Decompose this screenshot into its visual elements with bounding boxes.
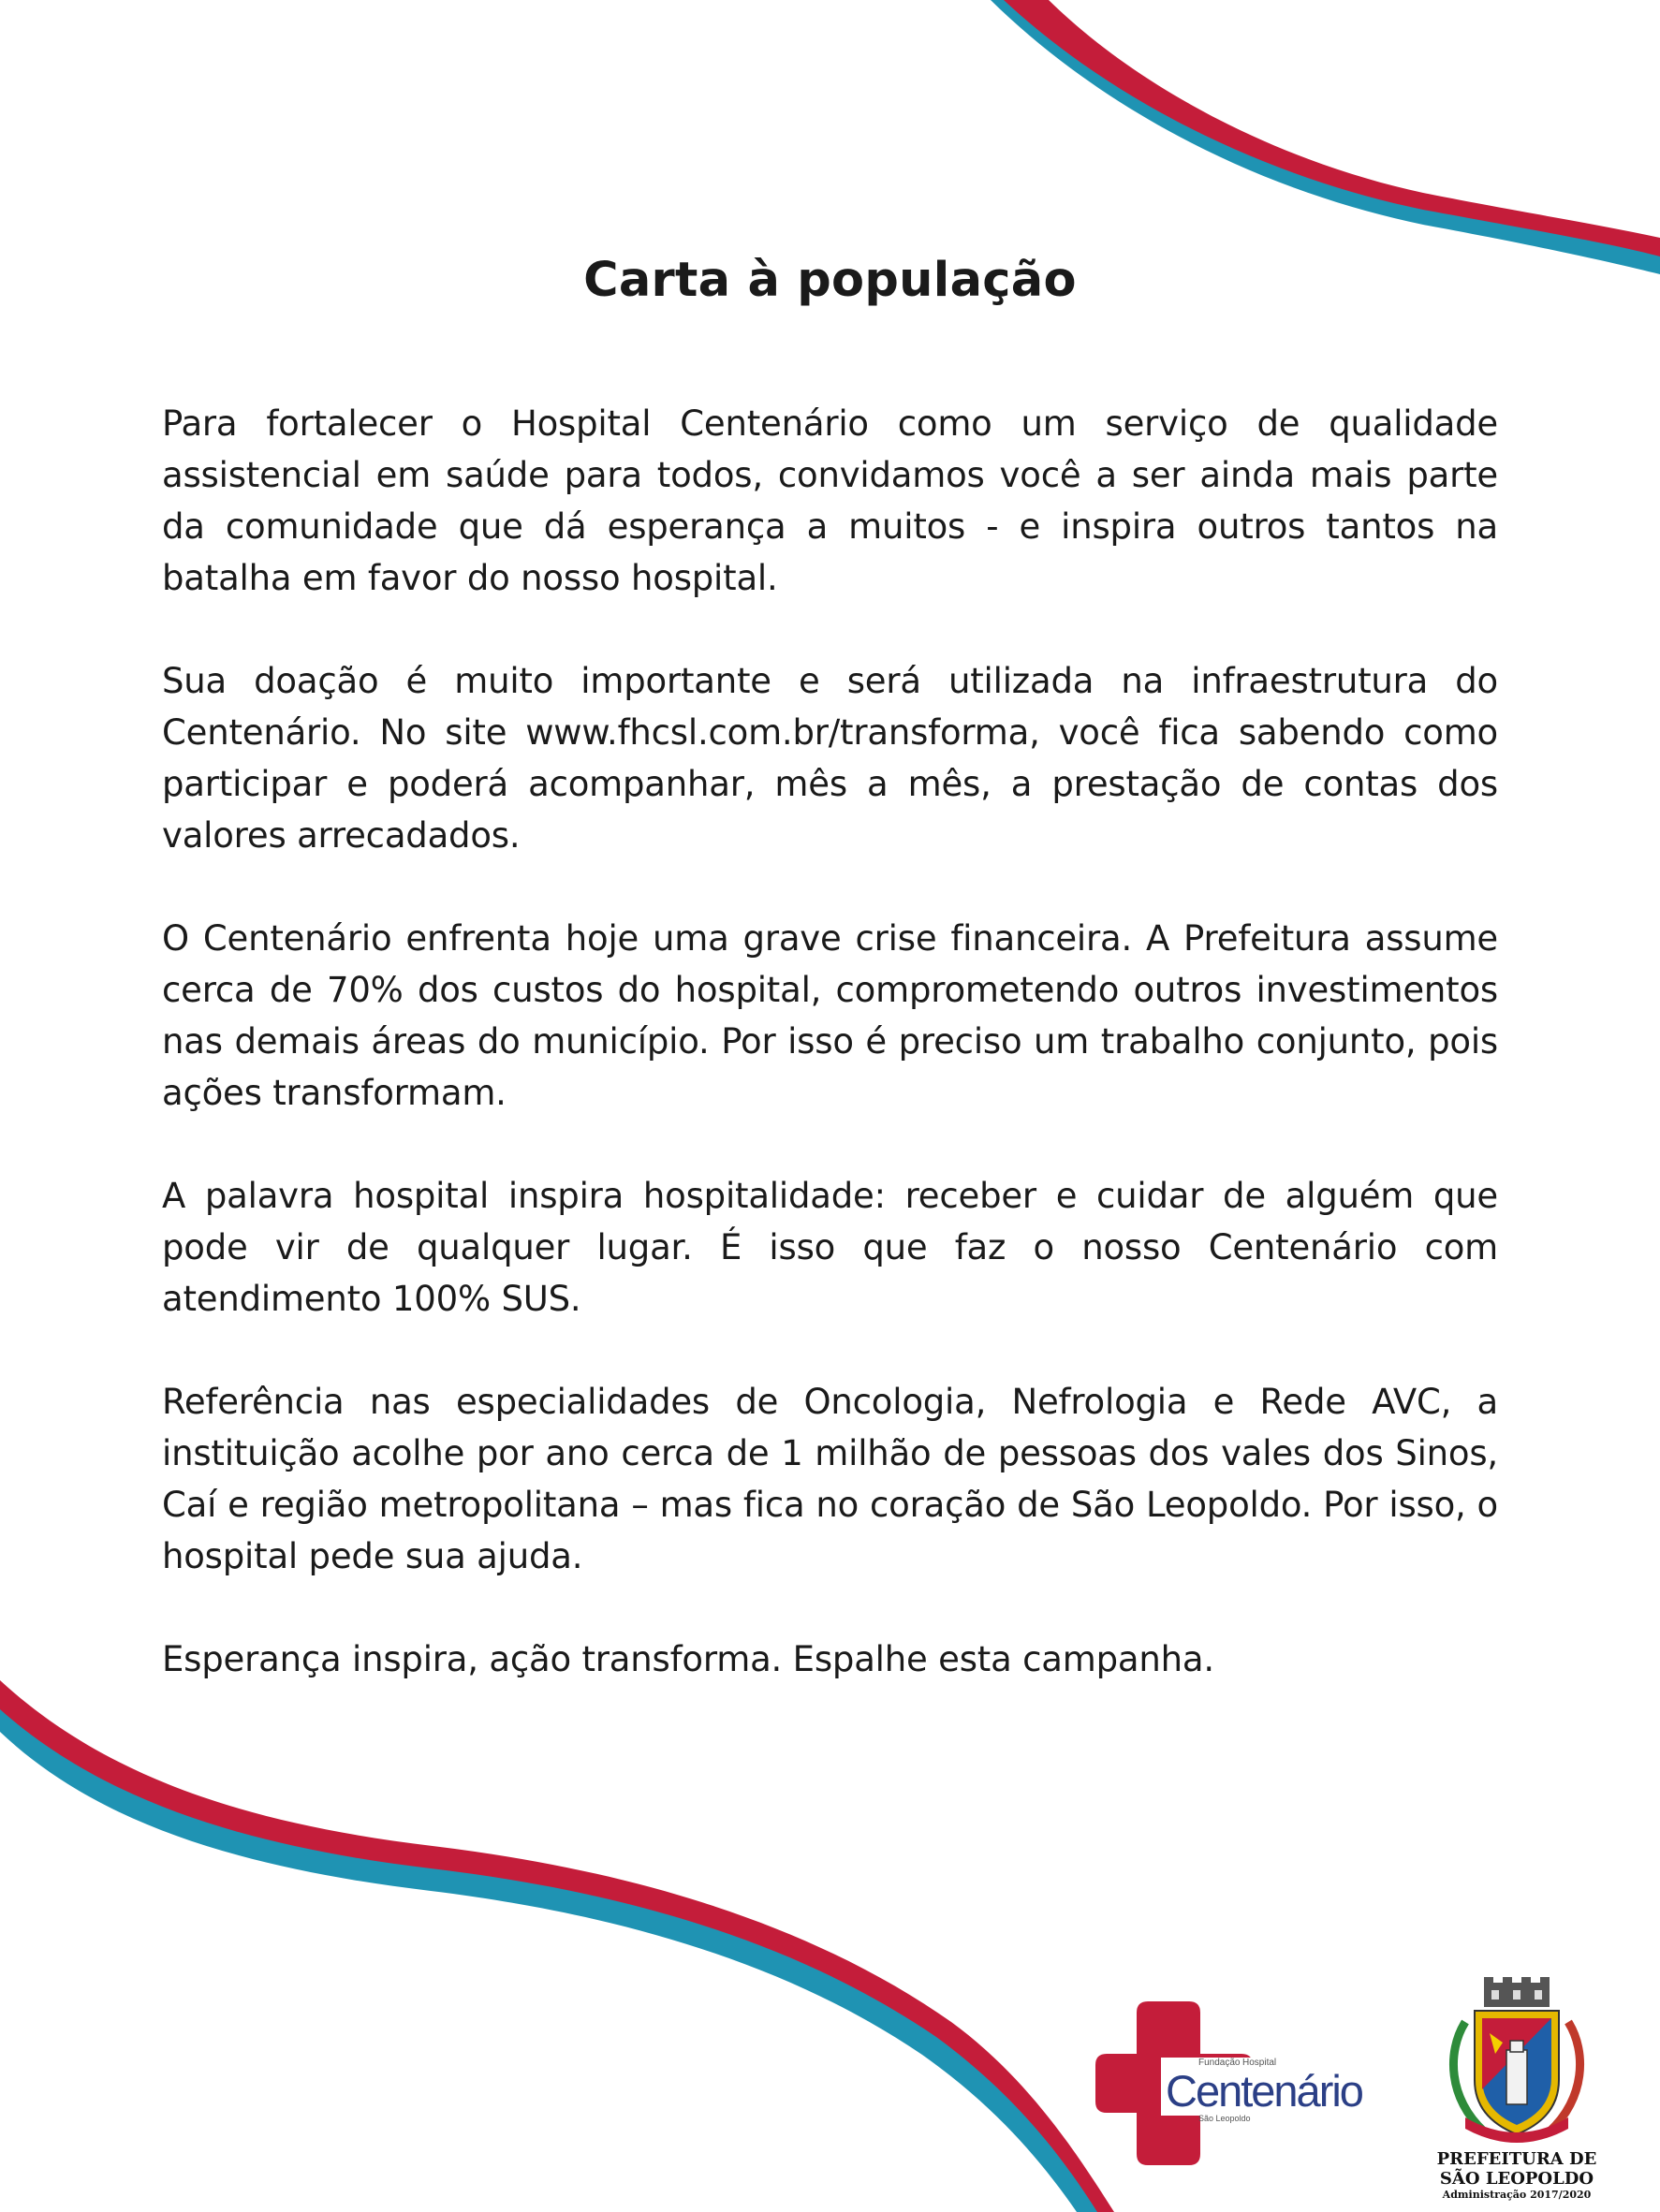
logo-hospital: Hospital xyxy=(1242,2058,1277,2068)
prefeitura-line2: SÃO LEOPOLDO xyxy=(1439,2169,1594,2189)
prefeitura-logo xyxy=(1428,1977,1606,2202)
bottom-swoosh-red xyxy=(0,1680,1114,2212)
logo-centenario-name: Centenário xyxy=(1166,2066,1362,2116)
letter-paragraph: Referência nas especialidades de Oncologia, Nefrologia e Rede AVC, a instituição acolhe por ano cerca de 1 milhão de pessoas dos vales dos Sinos, Caí e região metropolitana – mas fica no coração de São Leopoldo. Por isso, o hospital pede sua ajuda. xyxy=(162,1382,1498,1576)
letter-title: Carta à população xyxy=(583,253,1077,308)
letter-paragraph: Para fortalecer o Hospital Centenário como um serviço de qualidade assistencial em saúde para todos, convidamos você a ser ainda mais parte da comunidade que dá esperança a muitos - e inspira outros tantos na batalha em favor do nosso hospital. xyxy=(162,403,1498,598)
logo-sao-leopoldo: São Leopoldo xyxy=(1198,2114,1251,2123)
prefeitura-line3: Administração 2017/2020 xyxy=(1442,2189,1592,2201)
letter-paragraph: A palavra hospital inspira hospitalidade: receber e cuidar de alguém que pode vir de qualquer lugar. É isso que faz o nosso Centenário com atendimento 100% SUS. xyxy=(162,1176,1498,1319)
logo-fundacao: Fundação xyxy=(1198,2058,1241,2068)
prefeitura-line1: PREFEITURA DE xyxy=(1436,2149,1597,2169)
centenario-logo xyxy=(1095,2001,1381,2165)
letter xyxy=(162,253,1498,1736)
city-crest-icon xyxy=(1428,1977,1606,2146)
bottom-swoosh-teal xyxy=(0,1697,1100,2212)
letter-paragraph: Sua doação é muito importante e será utilizada na infraestrutura do Centenário. No site www.fhcsl.com.br/transforma, você fica sabendo como participar e poderá acompanhar, mês a mês, a prestação de contas dos valores arrecadados. xyxy=(162,661,1498,856)
letter-paragraph: O Centenário enfrenta hoje uma grave crise financeira. A Prefeitura assume cerca de 70% dos custos do hospital, comprometendo outros investimentos nas demais áreas do município. Por isso é preciso um trabalho conjunto, pois ações transformam. xyxy=(162,918,1498,1113)
letter-paragraph: Esperança inspira, ação transforma. Espalhe esta campanha. xyxy=(162,1639,1214,1679)
